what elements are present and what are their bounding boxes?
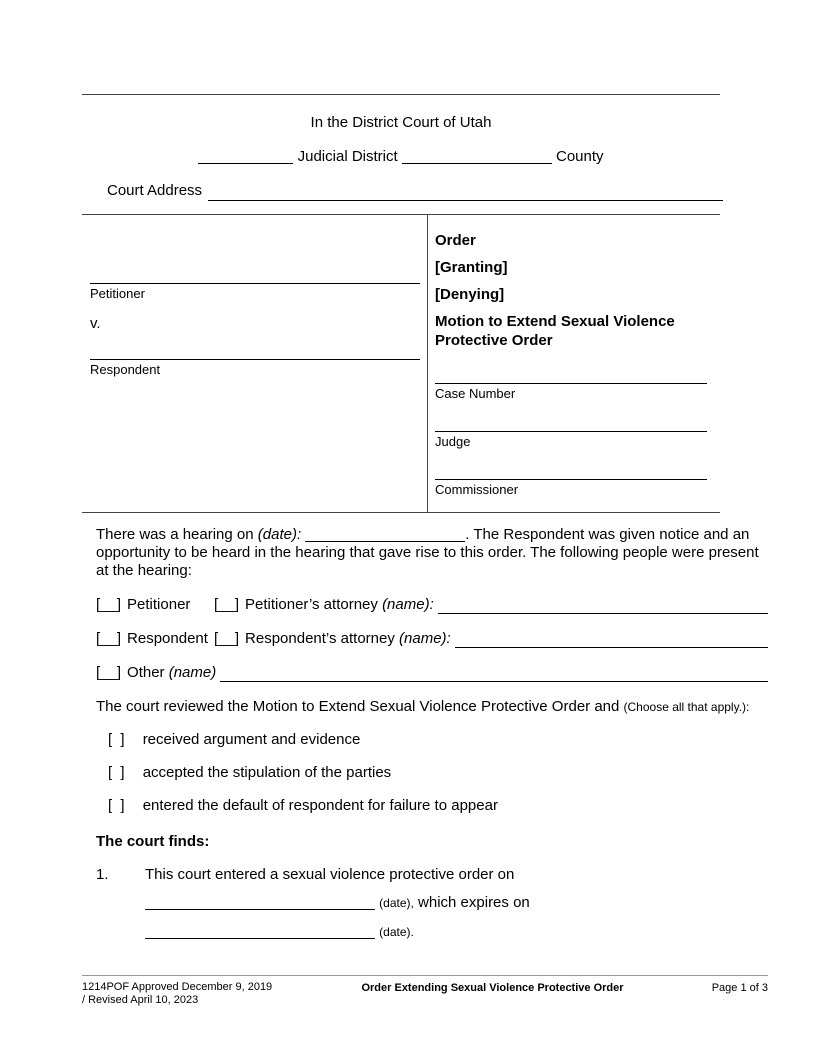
document-body	[96, 526, 768, 942]
respondent-attendee-label: Respondent	[127, 630, 208, 647]
entered-default-checkbox[interactable]: [ ]	[108, 797, 127, 814]
footer-title: Order Extending Sexual Violence Protective Order	[361, 982, 624, 994]
form-id-block	[82, 981, 297, 1007]
form-id-line2: / Revised April 10, 2023	[82, 994, 199, 1006]
county-name-blank[interactable]	[402, 150, 552, 164]
respondent-name-blank[interactable]	[90, 359, 420, 360]
petitioner-attorney-label: Petitioner’s attorney	[245, 596, 378, 613]
judge-blank[interactable]	[435, 431, 707, 432]
hearing-date-label: (date):	[257, 526, 306, 543]
hearing-text-before: There was a hearing on	[96, 526, 258, 543]
other-name-label: (name)	[168, 664, 217, 681]
hearing-paragraph	[96, 526, 768, 580]
versus-label: v.	[90, 315, 101, 332]
petitioner-name-blank[interactable]	[90, 283, 420, 284]
finding-line3	[145, 922, 768, 942]
petitioner-attorney-name-blank[interactable]	[438, 600, 768, 614]
footer	[82, 975, 768, 1007]
district-county-line	[82, 147, 720, 167]
order-title: Order	[435, 232, 476, 249]
top-rule	[82, 94, 720, 95]
received-argument-checkbox[interactable]: [ ]	[108, 731, 127, 748]
denying-option: [Denying]	[435, 286, 505, 303]
finding-item-number: 1.	[96, 866, 109, 883]
commissioner-blank[interactable]	[435, 479, 707, 480]
petitioner-attorney-name-label: (name):	[382, 596, 434, 613]
petitioner-label: Petitioner	[90, 286, 145, 301]
date-note-2: (date).	[379, 925, 414, 939]
respondent-attorney-name-blank[interactable]	[455, 634, 768, 648]
respondent-attorney-checkbox[interactable]: [__]	[214, 630, 240, 647]
attendance-row-respondent	[96, 629, 768, 648]
other-attendee-label: Other	[127, 664, 165, 681]
petitioner-attendee-label: Petitioner	[127, 596, 191, 613]
choose-all-note: (Choose all that apply.):	[623, 700, 750, 714]
accepted-stipulation-label: accepted the stipulation of the parties	[142, 764, 392, 781]
finding-line2	[145, 893, 768, 913]
petitioner-checkbox[interactable]: [__]	[96, 596, 122, 613]
finding-line1: This court entered a sexual violence protective order on	[145, 866, 515, 883]
granting-option: [Granting]	[435, 259, 508, 276]
date-note-1: (date),	[379, 896, 414, 910]
court-title: In the District Court of Utah	[310, 114, 492, 131]
option-row-default	[108, 796, 768, 815]
attendance-row-petitioner	[96, 595, 768, 614]
form-id-line1: 1214POF Approved December 9, 2019	[82, 981, 273, 993]
court-finds-heading: The court finds:	[96, 833, 210, 850]
attendance-row-other	[96, 663, 768, 682]
caption-parties	[82, 215, 427, 512]
court-address-row	[107, 181, 745, 201]
respondent-checkbox[interactable]: [__]	[96, 630, 122, 647]
hearing-text-after: . The Respondent was given notice and an opportunity to be heard in the hearing that gave rise to this order. The following people were present at the hearing:	[96, 526, 759, 579]
received-argument-label: received argument and evidence	[142, 731, 361, 748]
order-expire-date-blank[interactable]	[145, 925, 375, 939]
petitioner-attorney-checkbox[interactable]: [__]	[214, 596, 240, 613]
option-row-argument	[108, 730, 768, 749]
other-checkbox[interactable]: [__]	[96, 664, 122, 681]
review-text: The court reviewed the Motion to Extend Sexual Violence Protective Order and	[96, 698, 624, 715]
district-label: Judicial District	[297, 148, 398, 165]
entered-default-label: entered the default of respondent for failure to appear	[142, 797, 498, 814]
finding-item-1	[96, 866, 768, 942]
respondent-attorney-label: Respondent’s attorney	[245, 630, 395, 647]
review-paragraph	[96, 698, 768, 716]
other-name-blank[interactable]	[220, 668, 768, 682]
accepted-stipulation-checkbox[interactable]: [ ]	[108, 764, 127, 781]
motion-title: Motion to Extend Sexual Violence Protective Order	[435, 313, 675, 349]
court-address-blank[interactable]	[208, 185, 723, 201]
respondent-label: Respondent	[90, 362, 161, 377]
commissioner-label: Commissioner	[435, 482, 519, 497]
judge-label: Judge	[435, 434, 471, 449]
county-label: County	[556, 148, 604, 165]
case-number-blank[interactable]	[435, 383, 707, 384]
option-row-stipulation	[108, 763, 768, 782]
order-entered-date-blank[interactable]	[145, 896, 375, 910]
case-number-label: Case Number	[435, 386, 516, 401]
case-caption-box	[82, 214, 720, 513]
expires-text: which expires on	[418, 894, 530, 911]
caption-title-block	[427, 215, 720, 512]
court-address-label: Court Address	[107, 182, 203, 199]
respondent-attorney-name-label: (name):	[399, 630, 451, 647]
hearing-date-blank[interactable]	[305, 528, 465, 542]
district-name-blank[interactable]	[198, 150, 293, 164]
page-number: Page 1 of 3	[711, 982, 768, 994]
